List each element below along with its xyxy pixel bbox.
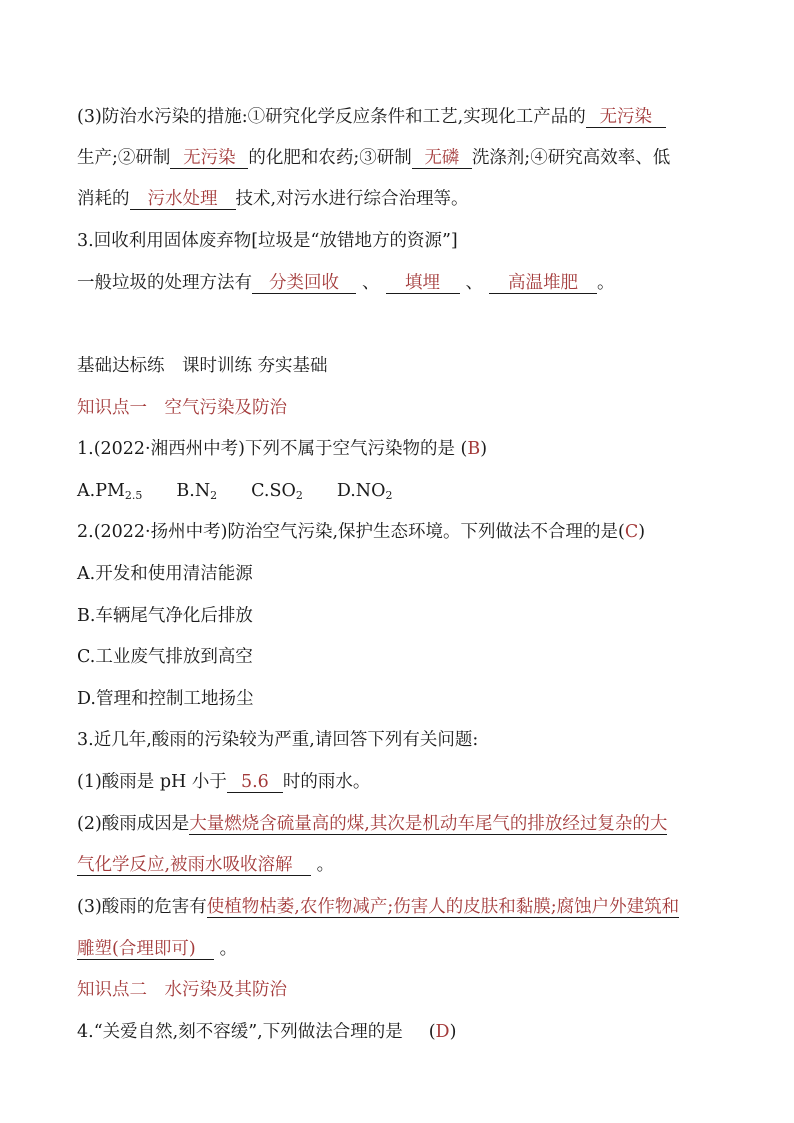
answer-text: 大量燃烧含硫量高的煤,其次是机动车尾气的排放经过复杂的大 bbox=[189, 814, 668, 834]
knowledge-point-1: 知识点一 空气污染及防治 bbox=[77, 398, 287, 418]
question-3: 3.近几年,酸雨的污染较为严重,请回答下列有关问题: bbox=[77, 730, 479, 750]
question-3-part-1 bbox=[77, 770, 723, 794]
answer-text: 雕塑(合理即可) bbox=[77, 939, 214, 960]
question-3-part-2-cont bbox=[77, 853, 723, 877]
waste-text: 一般垃圾的处理方法有 bbox=[77, 273, 252, 293]
answer-blank: 分类回收 bbox=[252, 273, 356, 294]
bracket: ) bbox=[638, 522, 646, 542]
question-2-option-c: C.工业废气排放到高空 bbox=[77, 647, 253, 667]
answer-blank: 污水处理 bbox=[130, 189, 236, 210]
separator: 、 bbox=[362, 273, 380, 293]
question-3-part-3 bbox=[77, 895, 723, 919]
waste-heading: 3.回收利用固体废弃物[垃圾是“放错地方的资源”] bbox=[77, 231, 458, 251]
measures-text: 技术,对污水进行综合治理等。 bbox=[235, 189, 469, 209]
practice-title: 基础达标练 课时训练 夯实基础 bbox=[77, 356, 328, 376]
waste-text: 。 bbox=[597, 273, 615, 293]
measures-text: 洗涤剂;④研究高效率、低 bbox=[471, 148, 671, 168]
question-text: 时的雨水。 bbox=[282, 772, 371, 792]
answer-letter: B bbox=[467, 439, 481, 459]
answer-text: 气化学反应,被雨水吸收溶解 bbox=[77, 855, 311, 876]
question-stem: 2.(2022·扬州中考)防治空气污染,保护生态环境。下列做法不合理的是( bbox=[77, 522, 625, 542]
answer-blank: 填埋 bbox=[386, 273, 460, 294]
bracket: ) bbox=[449, 1022, 457, 1042]
measures-text: 生产;②研制 bbox=[77, 148, 171, 168]
question-4 bbox=[77, 1020, 723, 1044]
knowledge-point-2: 知识点二 水污染及其防治 bbox=[77, 980, 287, 1000]
answer-blank: 5.6 bbox=[227, 772, 283, 793]
question-stem: 4.“关爱自然,刻不容缓”,下列做法合理的是 bbox=[77, 1022, 403, 1042]
question-2-option-b: B.车辆尾气净化后排放 bbox=[77, 606, 253, 626]
question-text: (3)酸雨的危害有 bbox=[77, 897, 207, 917]
bracket: ) bbox=[480, 439, 488, 459]
measures-line-3 bbox=[77, 187, 723, 211]
measures-text: (3)防治水污染的措施:①研究化学反应条件和工艺,实现化工产品的 bbox=[77, 107, 586, 127]
answer-blank: 无污染 bbox=[170, 148, 248, 169]
question-2-option-a: A.开发和使用清洁能源 bbox=[77, 564, 253, 584]
separator: 、 bbox=[465, 273, 483, 293]
question-text: 。 bbox=[219, 939, 238, 959]
answer-blank: 无磷 bbox=[412, 148, 472, 169]
measures-line-1 bbox=[77, 105, 723, 129]
option-a: $A.PM_{2.5}$ bbox=[77, 481, 143, 502]
question-2 bbox=[77, 520, 723, 544]
answer-letter: D bbox=[435, 1022, 450, 1042]
question-1-options bbox=[77, 479, 723, 508]
answer-text: 使植物枯萎,农作物减产;伤害人的皮肤和黏膜;腐蚀户外建筑和 bbox=[206, 897, 680, 917]
answer-blank: 高温堆肥 bbox=[489, 273, 597, 294]
waste-methods-line bbox=[77, 271, 723, 295]
answer-blank: 无污染 bbox=[586, 107, 666, 128]
measures-text: 消耗的 bbox=[77, 189, 130, 209]
measures-text: 的化肥和农药;③研制 bbox=[248, 148, 412, 168]
option-d: $D.NO_2$ bbox=[336, 481, 393, 502]
bracket: ( bbox=[428, 1022, 436, 1042]
question-text: 。 bbox=[316, 855, 335, 875]
measures-line-2 bbox=[77, 146, 723, 170]
question-text: (1)酸雨是 pH 小于 bbox=[77, 772, 227, 792]
option-c: $C.SO_2$ bbox=[251, 481, 303, 502]
question-3-part-2 bbox=[77, 812, 723, 836]
question-stem: 1.(2022·湘西州中考)下列不属于空气污染物的是 ( bbox=[77, 439, 468, 459]
question-3-part-3-cont bbox=[77, 937, 723, 961]
question-1 bbox=[77, 437, 723, 461]
answer-letter: C bbox=[624, 522, 639, 542]
question-text: (2)酸雨成因是 bbox=[77, 814, 190, 834]
option-b: $B.N_2$ bbox=[176, 481, 218, 502]
question-2-option-d: D.管理和控制工地扬尘 bbox=[77, 689, 254, 709]
